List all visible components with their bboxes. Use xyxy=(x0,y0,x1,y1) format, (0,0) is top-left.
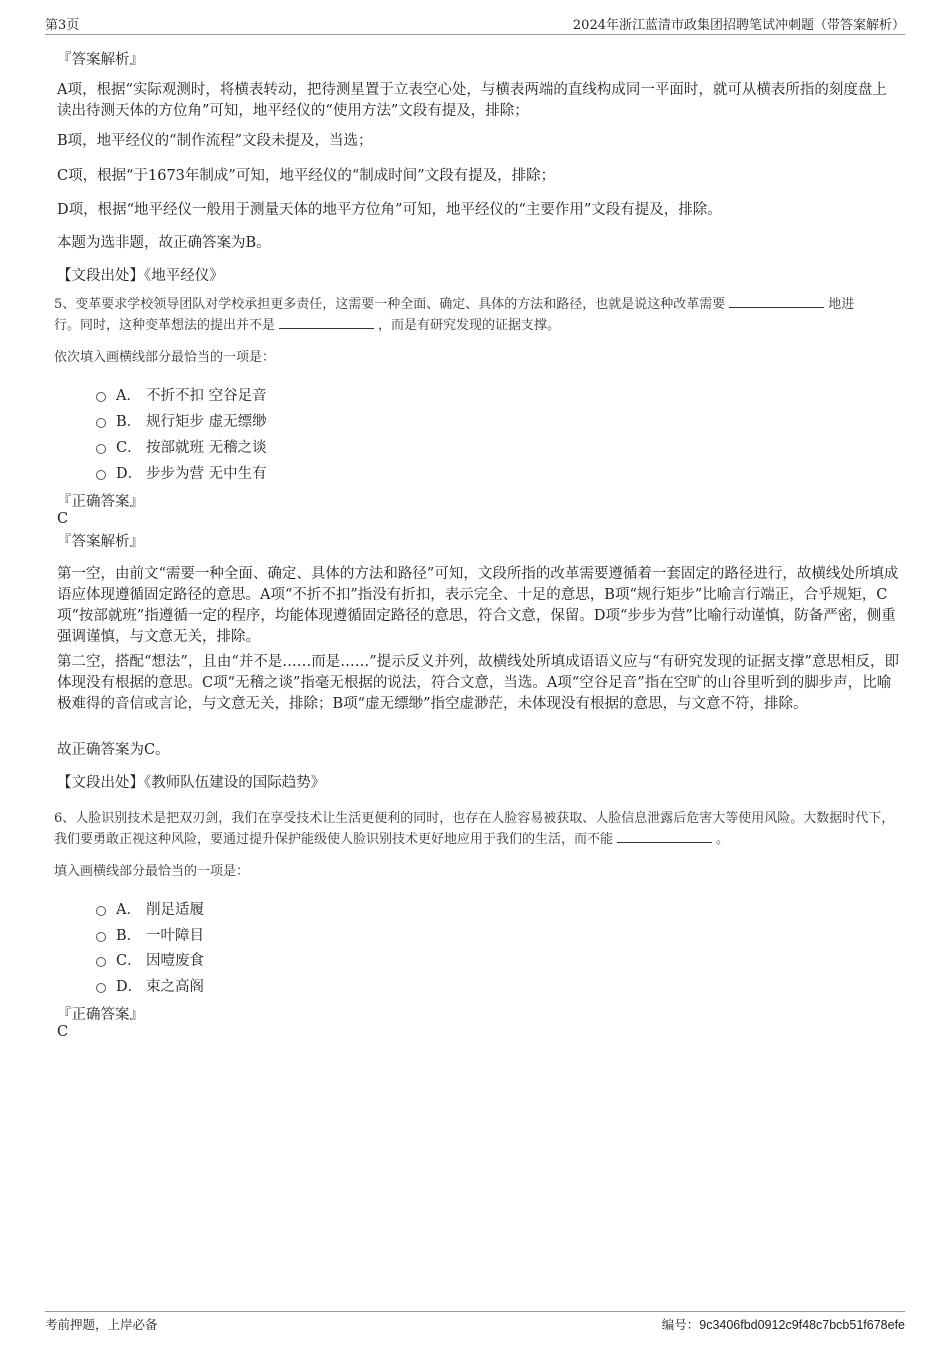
footer-slogan: 考前押题，上岸必备 xyxy=(45,1317,158,1332)
fill-blank xyxy=(617,830,712,843)
correct-answer: C xyxy=(57,1024,69,1040)
option-a[interactable]: A． 不折不扣 空谷足音 xyxy=(96,384,267,405)
radio-icon[interactable] xyxy=(96,470,106,480)
source-citation: 【文段出处】《地平经仪》 xyxy=(57,268,224,284)
question-5-prompt: 依次填入画横线部分最恰当的一项是： xyxy=(54,350,276,365)
analysis-conclusion: 本题为选非题，故正确答案为B。 xyxy=(57,235,271,251)
fill-blank xyxy=(279,316,374,329)
radio-icon[interactable] xyxy=(96,444,106,454)
question-6-prompt: 填入画横线部分最恰当的一项是： xyxy=(54,864,250,879)
radio-icon[interactable] xyxy=(96,418,106,428)
analysis-label: 『答案解析』 xyxy=(57,52,144,68)
radio-icon[interactable] xyxy=(96,983,106,993)
option-b[interactable]: B． 规行矩步 虚无缥缈 xyxy=(96,410,267,431)
option-a[interactable]: A． 削足适履 xyxy=(96,898,204,919)
analysis-b: B项，地平经仪的“制作流程”文段未提及，当选； xyxy=(57,133,373,149)
analysis-c: C项，根据“于1673年制成”可知，地平经仪的“制成时间”文段有提及，排除； xyxy=(57,168,556,184)
analysis-paragraph-2: 第二空，搭配“想法”，且由“并不是……而是……”提示反义并列，故横线处所填成语语义应与“有研究发现的证据支撑”意思相反，即体现没有根据的意思。C项“无稽之谈”指毫无根据的说法，符合文意，当选。A项“空谷足音”指在空旷的山谷里听到的脚步声，比喻极难得的音信或言论，与文意无关，排除；B项“虚无缥缈”指空虚渺茫，未体现没有根据的意思，与文意不符，排除。 xyxy=(57,654,899,712)
analysis-label: 『答案解析』 xyxy=(57,534,144,550)
document-title: 2024年浙江蓝清市政集团招聘笔试冲刺题（带答案解析） xyxy=(572,18,905,33)
page-footer xyxy=(45,1311,905,1335)
option-d[interactable]: D． 步步为营 无中生有 xyxy=(96,462,267,483)
correct-answer-label: 『正确答案』 xyxy=(57,1007,144,1023)
page-header xyxy=(45,14,905,35)
option-d[interactable]: D． 束之高阁 xyxy=(96,975,204,996)
analysis-d: D项，根据“地平经仪一般用于测量天体的地平方位角”可知，地平经仪的“主要作用”文段有提及，排除。 xyxy=(57,202,722,218)
document-code: 编号：9c3406fbd0912c9f48c7bcb51f678efe xyxy=(661,1317,905,1332)
correct-answer: C xyxy=(57,511,69,527)
source-citation: 【文段出处】《教师队伍建设的国际趋势》 xyxy=(57,775,326,791)
analysis-paragraph-1: 第一空，由前文“需要一种全面、确定、具体的方法和路径”可知，文段所指的改革需要遵循着一套固定的路径进行，故横线处所填成语应体现遵循固定路径的意思。A项“不折不扣”指没有折扣，表示完全、十足的意思，B项“规行矩步”比喻言行端正，合乎规矩，C项“按部就班”指遵循一定的程序，均能体现遵循固定路径的意思，符合文意，保留。D项“步步为营”比喻行动谨慎，防备严密，侧重强调谨慎，与文意无关，排除。 xyxy=(57,566,899,645)
question-6-stem: 6、人脸识别技术是把双刃剑，我们在享受技术让生活更便利的同时，也存在人脸容易被获取、人脸信息泄露后危害大等使用风险。大数据时代下，我们要勇敢正视这种风险，要通过提升保护能级使人脸识别技术更好地应用于我们的生活，而不能 。 xyxy=(54,811,895,847)
option-c[interactable]: C． 因噎废食 xyxy=(96,949,204,970)
option-b[interactable]: B． 一叶障目 xyxy=(96,924,204,945)
question-5-stem: 5、变革要求学校领导团队对学校承担更多责任，这需要一种全面、确定、具体的方法和路径，也就是说这种改革需要 地进 行。同时，这种变革想法的提出并不是 ，而是有研究发现的证据支撑。 xyxy=(54,297,855,333)
analysis-a: A项，根据“实际观测时，将横表转动，把待测星置于立表空心处，与横表两端的直线构成同一平面时，就可从横表所指的刻度盘上读出待测天体的方位角”可知，地平经仪的“使用方法”文段有提及，排除； xyxy=(57,82,887,119)
radio-icon[interactable] xyxy=(96,392,106,402)
option-c[interactable]: C． 按部就班 无稽之谈 xyxy=(96,436,267,457)
page-number: 第3页 xyxy=(45,18,80,33)
radio-icon[interactable] xyxy=(96,932,106,942)
radio-icon[interactable] xyxy=(96,906,106,916)
analysis-conclusion: 故正确答案为C。 xyxy=(57,742,170,758)
fill-blank xyxy=(729,295,824,308)
radio-icon[interactable] xyxy=(96,957,106,967)
correct-answer-label: 『正确答案』 xyxy=(57,494,144,510)
